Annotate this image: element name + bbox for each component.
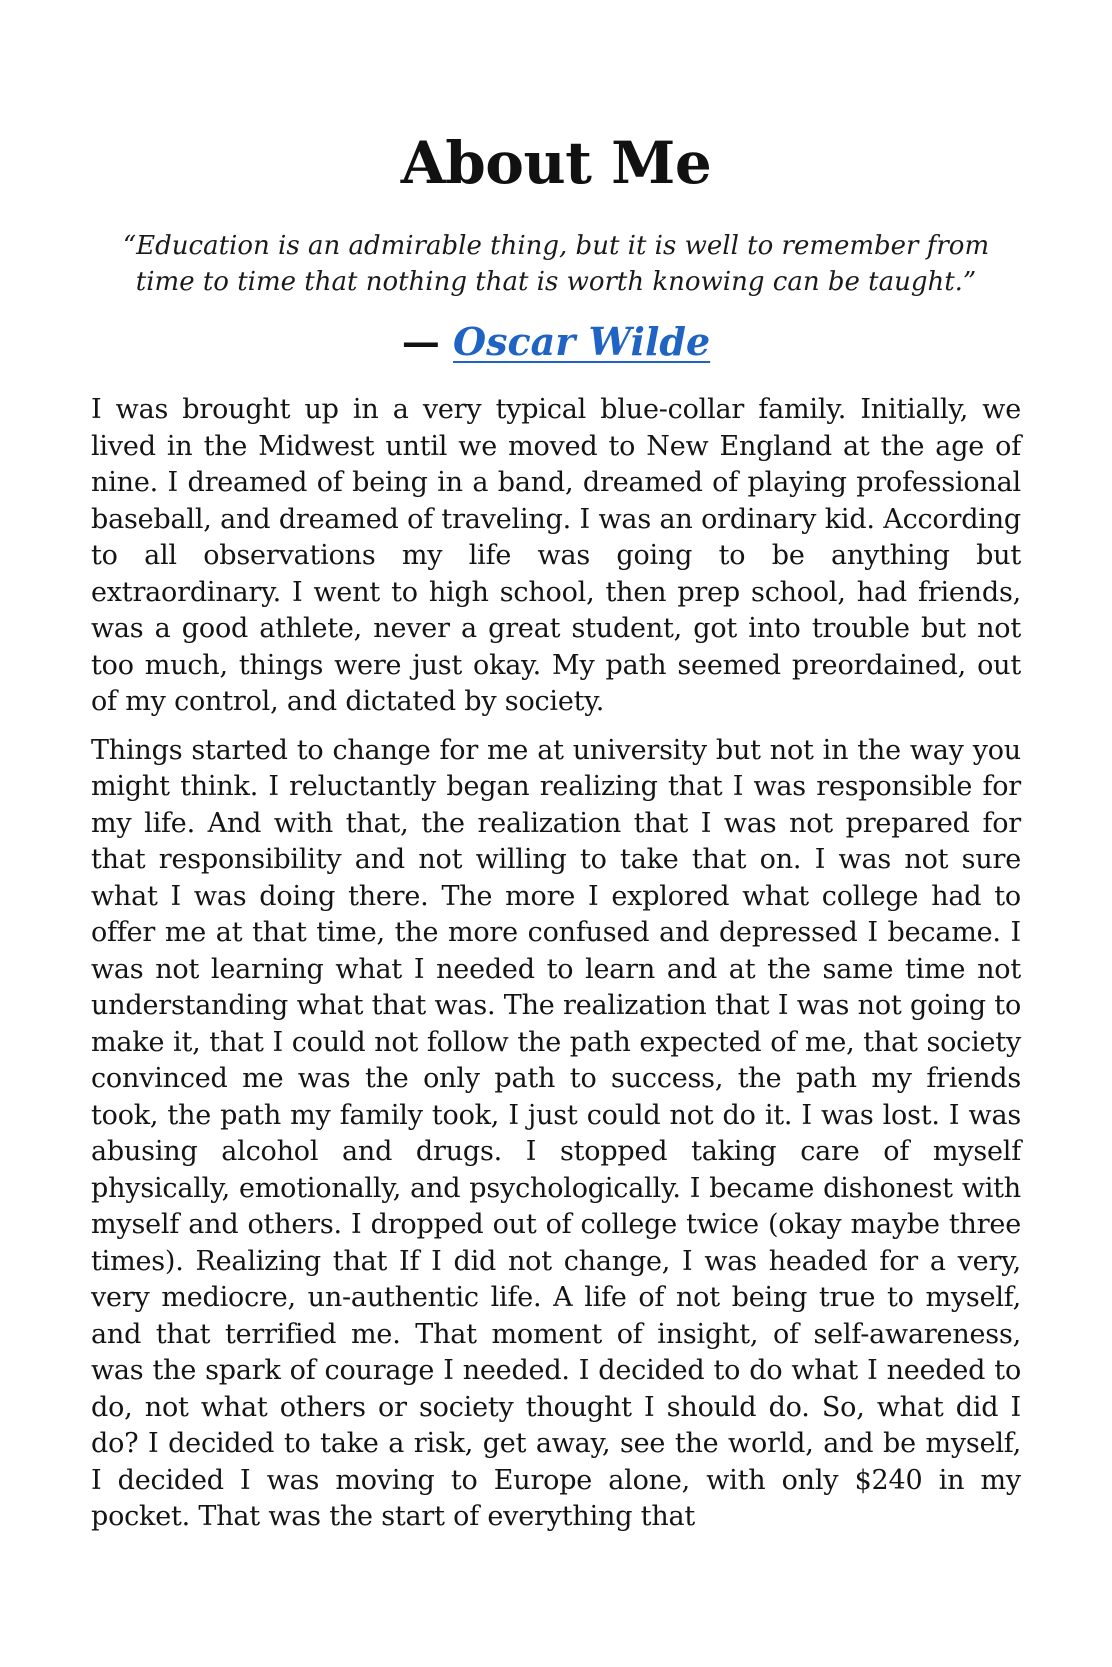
page-title: About Me	[400, 129, 712, 197]
attribution-dash: —	[401, 319, 454, 364]
epigraph-attribution	[91, 314, 1021, 370]
author-link[interactable]: Oscar Wilde	[453, 319, 711, 364]
paragraph-1: I was brought up in a very typical blue-collar family. Initially, we lived in the Midwest until we moved to New England at the age of nine. I dreamed of being in a band, dreamed of playing professional baseball, and dreamed of traveling. I was an ordinary kid. According to all observations my life was going to be anything but extraordinary. I went to high school, then prep school, had friends, was a good athlete, never a great student, got into trouble but not too much, things were just okay. My path seemed preordained, out of my control, and dictated by society.	[91, 394, 1021, 717]
document-page	[91, 0, 1021, 1536]
epigraph-quote: “Education is an admirable thing, but it is well to remember from time to time that nothing that is worth knowing can be taught.”	[122, 231, 990, 297]
paragraph-2: Things started to change for me at university but not in the way you might think. I reluctantly began realizing that I was responsible for my life. And with that, the realization that I was not prepared for that responsibility and not willing to take that on. I was not sure what I was doing there. The more I explored what college had to offer me at that time, the more confused and depressed I became. I was not learning what I needed to learn and at the same time not understanding what that was. The realization that I was not going to make it, that I could not follow the path expected of me, that society convinced me was the only path to success, the path my friends took, the path my family took, I just could not do it. I was lost. I was abusing alcohol and drugs. I stopped taking care of myself physically, emotionally, and psychologically. I became dishonest with myself and others. I dropped out of college twice (okay maybe three times). Realizing that If I did not change, I was headed for a very, very mediocre, un-authentic life. A life of not being true to myself, and that terrified me. That moment of insight, of self-awareness, was the spark of courage I needed. I decided to do what I needed to do, not what others or society thought I should do. So, what did I do? I decided to take a risk, get away, see the world, and be myself, I decided I was moving to Europe alone, with only $240 in my pocket. That was the start of everything that	[91, 734, 1021, 1532]
body-text	[91, 392, 1021, 1536]
